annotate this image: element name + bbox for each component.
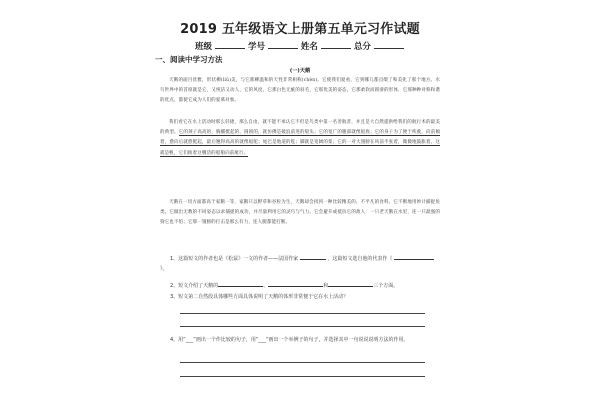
underlined-sentence: 它的颈子高高的，胸脯挺起的，圆圆的，就仿佛是破浪前进的船头；它的宽广的腹部就像船底；它的身子为了便于疾驶，向前倾着，愈向后就愈挺起，最后翘得高高的就像船舵；尾巴是地道的舵；脚就是宽阔的桨；它的一对大翅膀在风前半张着，微微地鼓胀着，这就是帆，它们推着这艘活的船舶向前航行。 (160, 130, 440, 156)
id-field[interactable] (268, 40, 298, 49)
question-2-blank-1[interactable] (218, 280, 263, 287)
id-label: 学号 (247, 42, 265, 52)
name-field[interactable] (321, 40, 351, 49)
question-3-text: 3、短文第二自然段具体哪些方面具体说明了天鹅的体形非常便于它在水上活动？ (170, 294, 349, 300)
passage-paragraph-1: 天鹅的面目优雅，形状柳(liǔ)美，与它那柳温和的天性非常相称(chèn)。它使我们爱看，它到哪儿都点缀了和美化了那个地方。水鸟世界中的首席就是它，又纯洁又动人，它的风度，它那白色无疵的羽毛，它那优美的姿态，它那柔软而圆滑的形体，它那种种对称和谐的优点，都使它成为人们的爱慕对象。 (160, 78, 440, 104)
question-3 (160, 292, 442, 302)
question-2-blank-3[interactable] (328, 280, 373, 287)
question-1 (160, 253, 442, 274)
answer-line[interactable] (180, 326, 425, 327)
question-4 (160, 335, 442, 345)
question-2-text-d: 三个方面。 (373, 283, 399, 289)
question-1-text-a: 1、这篇短文的作者也是《松鼠》一文的作者——法国作家 (170, 256, 299, 262)
paragraph-2-intro: 我们看它在水上活动时那么轻捷，那么自由，就不能不承认它不但是鸟类中第一名善航者，并且是大自然提供给我们的航行术的最美的典型。 (160, 120, 440, 136)
passage-paragraph-2 (160, 118, 440, 159)
answer-line[interactable] (180, 362, 425, 363)
question-2-blank-2[interactable] (268, 280, 323, 287)
passage-paragraph-3: 天鹅在一切方面都高于家鹅一等，家鹅只以野草和谷粒为生，天鹅却会找到一种比较精美的、不平凡的食料。它不断地用妙计捕捉鱼类。它做出无数的不同姿态以求捕捉的成功，并尽量利用它的灵巧与气力。它会避开或抵抗它的敌人：一只老天鹅在水里，连一只最强的狗它也不怕；它那一翅膀的打击是那么有力，连人腿都能打断。 (160, 200, 440, 226)
worksheet-page (150, 10, 450, 395)
question-1-blank-work[interactable] (394, 253, 434, 260)
question-2 (160, 280, 442, 291)
score-field[interactable] (374, 40, 404, 49)
question-1-blank-author[interactable] (300, 253, 326, 260)
name-label: 姓名 (300, 42, 318, 52)
answer-line[interactable] (180, 313, 425, 314)
question-1-text-b: ，这篇短文选自他的代表作《 (327, 256, 393, 262)
question-4-text: 4、用“___”画出一个作比较的句子，用“___”画出一个举例子的句子，并选择其中一句说说说明方法的作用。 (170, 337, 409, 343)
page-title: 2019 五年级语文上册第五单元习作试题 (180, 22, 420, 37)
passage-title: (一)天鹅 (289, 68, 311, 74)
score-label: 总分 (353, 42, 371, 52)
question-2-text-a: 2、短文介绍了天鹅的 (170, 283, 219, 289)
answer-line[interactable] (180, 376, 425, 377)
student-info-line (195, 40, 435, 52)
section-heading: 一、阅读中学习方法 (155, 55, 223, 64)
question-2-sep-1: 、 (263, 283, 269, 289)
question-2-sep-2: 和 (323, 283, 329, 289)
question-1-text-c: 》。 (160, 266, 168, 272)
class-label: 班级 (195, 42, 213, 52)
class-field[interactable] (215, 40, 245, 49)
